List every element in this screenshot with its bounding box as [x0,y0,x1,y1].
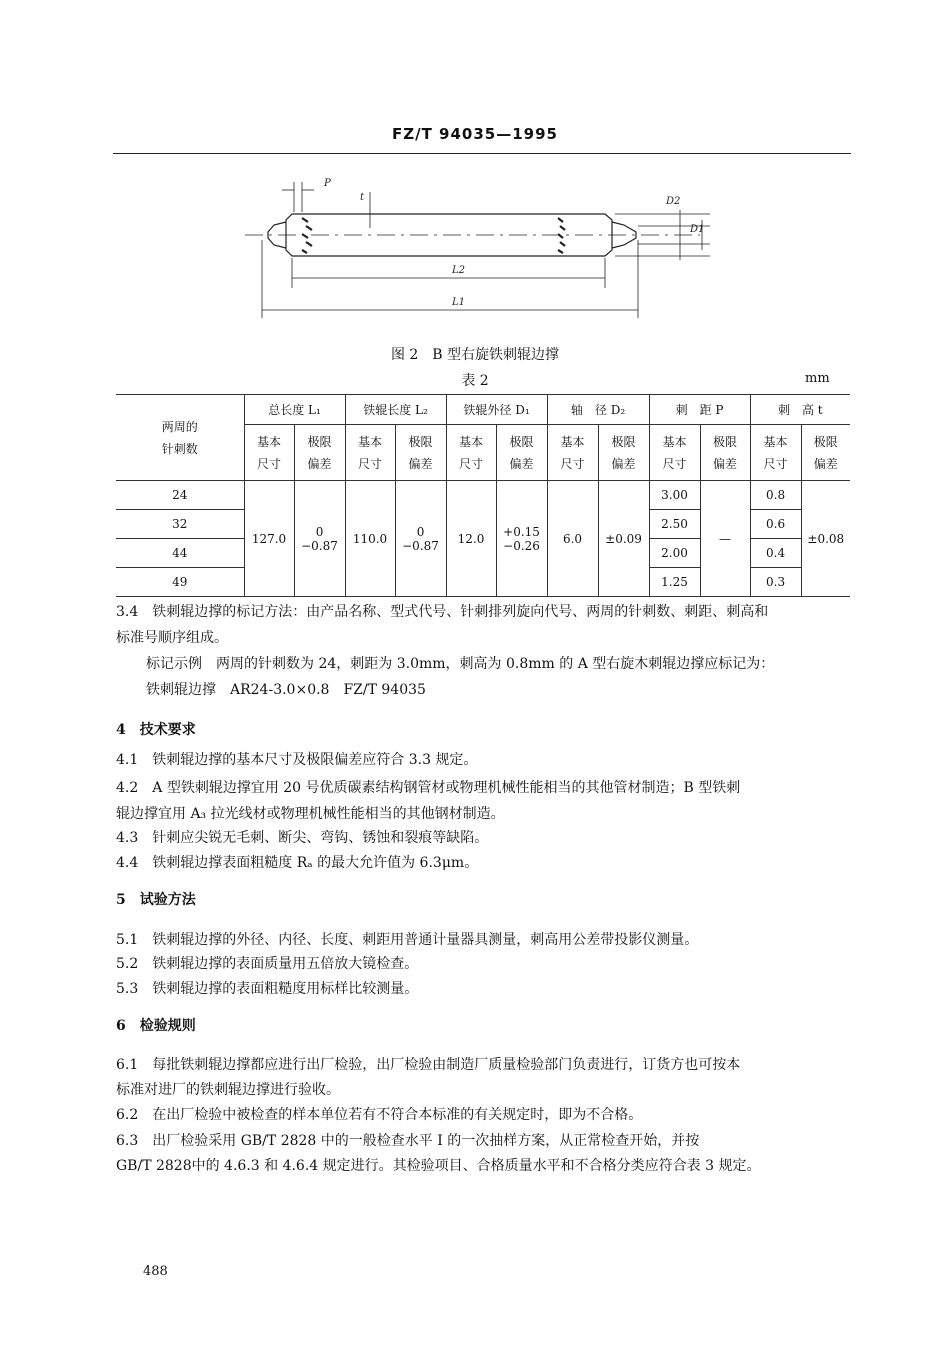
sub-basic: 基本 尺寸 [345,425,395,481]
row-header: 两周的 针刺数 [116,395,244,481]
group-d1: 铁辊外径 D₁ [446,395,547,425]
group-pitch: 刺 距 P [649,395,750,425]
para-6-3: 6.3 出厂检验采用 GB/T 2828 中的一般检查水平 Ⅰ 的一次抽样方案，从正常检查开始，并按 [116,1133,700,1149]
l1-basic: 127.0 [244,481,294,597]
pitch-dev: — [700,481,750,597]
header-rule [113,153,851,154]
pitch-cell: 2.00 [649,539,700,568]
pitch-cell: 1.25 [649,568,700,597]
page-number: 488 [143,1264,168,1279]
group-height: 刺 高 t [750,395,850,425]
d2-basic: 6.0 [547,481,598,597]
para-6-2: 6.2 在出厂检验中被检查的样本单位若有不符合本标准的有关规定时，即为不合格。 [116,1107,643,1123]
label-d1: D1 [690,224,705,235]
sub-limit: 极限 偏差 [294,425,345,481]
count-cell: 24 [116,481,244,510]
roller-drawing [230,170,720,320]
para-6-1-cont: 标准对进厂的铁刺辊边撑进行验收。 [116,1082,340,1098]
sub-basic: 基本 尺寸 [244,425,294,481]
sub-limit: 极限 偏差 [700,425,750,481]
sub-basic: 基本 尺寸 [547,425,598,481]
height-dev: ±0.08 [801,481,850,597]
spec-table [116,394,850,597]
pitch-cell: 3.00 [649,481,700,510]
d2-dev: ±0.09 [598,481,649,597]
marking-example: 标记示例 两周的针刺数为 24，刺距为 3.0mm，刺高为 0.8mm 的 A 型右旋木刺辊边撑应标记为： [146,656,775,672]
standard-number-header: FZ/T 94035—1995 [392,125,558,143]
label-t: t [360,192,365,203]
para-5-3: 5.3 铁刺辊边撑的表面粗糙度用标样比较测量。 [116,981,419,997]
para-5-1: 5.1 铁刺辊边撑的外径、内径、长度、刺距用普通计量器具测量，刺高用公差带投影仪测量。 [116,932,699,948]
section-4-title: 4 技术要求 [116,722,196,738]
group-l1: 总长度 L₁ [244,395,345,425]
para-4-1: 4.1 铁刺辊边撑的基本尺寸及极限偏差应符合 3.3 规定。 [116,752,478,768]
section-5-title: 5 试验方法 [116,892,196,908]
figure-caption: 图 2 B 型右旋铁刺辊边撑 [390,347,560,363]
table-unit: mm [805,371,830,386]
table-title: 表 2 [461,373,489,389]
para-6-3-cont: GB/T 2828中的 4.6.3 和 4.6.4 规定进行。其检验项目、合格质量水平和不合格分类应符合表 3 规定。 [116,1158,761,1174]
para-3-4-cont: 标准号顺序组成。 [116,630,228,646]
para-4-2: 4.2 A 型铁刺辊边撑宜用 20 号优质碳素结构钢管材或物理机械性能相当的其他管材制造；B 型铁刺 [116,780,741,796]
group-d2: 轴 径 D₂ [547,395,649,425]
l1-dev: 0 −0.87 [294,481,345,597]
pitch-cell: 2.50 [649,510,700,539]
sub-limit: 极限 偏差 [496,425,547,481]
d1-dev: +0.15 −0.26 [496,481,547,597]
sub-limit: 极限 偏差 [801,425,850,481]
group-l2: 铁辊长度 L₂ [345,395,446,425]
l2-basic: 110.0 [345,481,395,597]
height-cell: 0.8 [750,481,801,510]
count-cell: 44 [116,539,244,568]
count-cell: 49 [116,568,244,597]
sub-limit: 极限 偏差 [598,425,649,481]
para-4-2-cont: 辊边撑宜用 A₃ 拉光线材或物理机械性能相当的其他钢材制造。 [116,806,505,822]
height-cell: 0.4 [750,539,801,568]
label-l1: L1 [452,297,466,308]
d1-basic: 12.0 [446,481,496,597]
section-6-title: 6 检验规则 [116,1018,196,1034]
sub-basic: 基本 尺寸 [649,425,700,481]
sub-basic: 基本 尺寸 [446,425,496,481]
label-d2: D2 [666,196,681,207]
sub-basic: 基本 尺寸 [750,425,801,481]
height-cell: 0.6 [750,510,801,539]
marking-example-code: 铁刺辊边撑 AR24-3.0×0.8 FZ/T 94035 [146,682,426,698]
count-cell: 32 [116,510,244,539]
para-3-4: 3.4 铁刺辊边撑的标记方法：由产品名称、型式代号、针刺排列旋向代号、两周的针刺数、刺距、刺高和 [116,604,769,620]
para-4-4: 4.4 铁刺辊边撑表面粗糙度 Rₐ 的最大允许值为 6.3μm。 [116,855,479,871]
para-6-1: 6.1 每批铁刺辊边撑都应进行出厂检验，出厂检验由制造厂质量检验部门负责进行，订货方也可按本 [116,1057,741,1073]
para-5-2: 5.2 铁刺辊边撑的表面质量用五倍放大镜检查。 [116,956,419,972]
l2-dev: 0 −0.87 [395,481,446,597]
label-l2: L2 [452,265,466,276]
para-4-3: 4.3 针刺应尖锐无毛刺、断尖、弯钩、锈蚀和裂痕等缺陷。 [116,830,489,846]
height-cell: 0.3 [750,568,801,597]
sub-limit: 极限 偏差 [395,425,446,481]
label-p: P [324,178,331,189]
